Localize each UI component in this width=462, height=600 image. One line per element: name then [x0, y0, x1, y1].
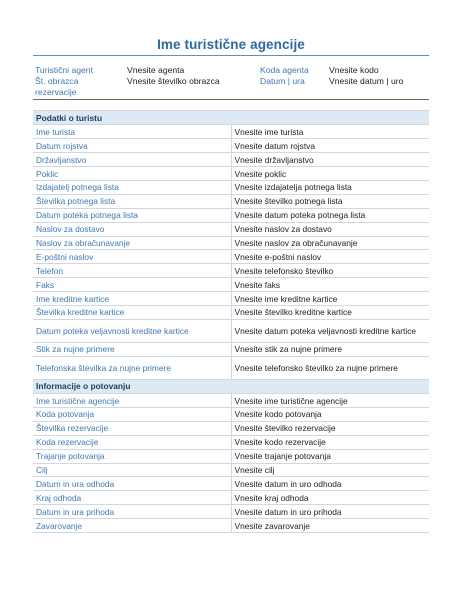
form-row: [33, 125, 429, 139]
form-row: [33, 421, 429, 435]
section-title: Informacije o potovanju: [33, 379, 429, 393]
field-label: Državljanstvo: [33, 153, 231, 167]
form-row: [33, 264, 429, 278]
field-value[interactable]: Vnesite številko potnega lista: [231, 194, 429, 208]
section-title: Podatki o turistu: [33, 111, 429, 125]
form-row: [33, 292, 429, 306]
page-title: Ime turistične agencije: [157, 37, 305, 52]
form-row: [33, 491, 429, 505]
field-value[interactable]: Vnesite faks: [231, 278, 429, 292]
form-row: [33, 167, 429, 181]
field-label: Telefon: [33, 264, 231, 278]
field-label: Cilj: [33, 463, 231, 477]
form-row: [33, 394, 429, 408]
field-value[interactable]: Vnesite izdajatelja potnega lista: [231, 180, 429, 194]
section-header: [33, 111, 429, 125]
field-label: Trajanje potovanja: [33, 449, 231, 463]
form-row: [33, 319, 429, 342]
form-row: [33, 356, 429, 379]
field-label: Naslov za dostavo: [33, 222, 231, 236]
field-value[interactable]: Vnesite poklic: [231, 167, 429, 181]
field-label: Stik za nujne primere: [33, 342, 231, 356]
form-row: [33, 305, 429, 319]
field-label: Izdajatelj potnega lista: [33, 180, 231, 194]
field-label: Ime turistične agencije: [33, 394, 231, 408]
field-value[interactable]: Vnesite trajanje potovanja: [231, 449, 429, 463]
form-row: [33, 278, 429, 292]
field-value[interactable]: Vnesite ime kreditne kartice: [231, 292, 429, 306]
field-value[interactable]: Vnesite ime turista: [231, 125, 429, 139]
field-value[interactable]: Vnesite cilj: [231, 463, 429, 477]
field-value[interactable]: Vnesite zavarovanje: [231, 519, 429, 533]
field-label: Številka rezervacije: [33, 421, 231, 435]
field-label: Datum in ura prihoda: [33, 505, 231, 519]
field-label: Zavarovanje: [33, 519, 231, 533]
field-label: Koda rezervacije: [33, 435, 231, 449]
field-value[interactable]: Vnesite telefonsko številko za nujne primere: [231, 356, 429, 379]
field-label: Datum in ura odhoda: [33, 477, 231, 491]
field-value[interactable]: Vnesite datum poteka veljavnosti kreditne kartice: [231, 319, 429, 342]
form-row: [33, 153, 429, 167]
field-value[interactable]: Vnesite datum in uro odhoda: [231, 477, 429, 491]
field-value[interactable]: Vnesite naslov za obračunavanje: [231, 236, 429, 250]
field-value[interactable]: Vnesite datum rojstva: [231, 139, 429, 153]
field-label: Datum poteka veljavnosti kreditne kartice: [33, 319, 231, 342]
field-label: Številka kreditne kartice: [33, 305, 231, 319]
field-value[interactable]: Vnesite naslov za dostavo: [231, 222, 429, 236]
agent-code-label: Koda agenta: [260, 65, 309, 75]
form-row: [33, 236, 429, 250]
form-number-value[interactable]: Vnesite številko obrazca: [127, 76, 220, 86]
field-value[interactable]: Vnesite kraj odhoda: [231, 491, 429, 505]
header-divider: [33, 99, 429, 100]
field-value[interactable]: Vnesite kodo rezervacije: [231, 435, 429, 449]
field-value[interactable]: Vnesite številko rezervacije: [231, 421, 429, 435]
field-value[interactable]: Vnesite ime turistične agencije: [231, 394, 429, 408]
field-label: Faks: [33, 278, 231, 292]
form-row: [33, 463, 429, 477]
field-value[interactable]: Vnesite datum in uro prihoda: [231, 505, 429, 519]
field-label: Poklic: [33, 167, 231, 181]
datetime-value[interactable]: Vnesite datum | uro: [329, 76, 404, 86]
field-label: Telefonska številka za nujne primere: [33, 356, 231, 379]
field-label: Datum poteka potnega lista: [33, 208, 231, 222]
field-value[interactable]: Vnesite stik za nujne primere: [231, 342, 429, 356]
field-value[interactable]: Vnesite državljanstvo: [231, 153, 429, 167]
form-row: [33, 477, 429, 491]
agent-value[interactable]: Vnesite agenta: [127, 65, 185, 75]
form-row: [33, 342, 429, 356]
title-divider: [33, 55, 429, 56]
field-value[interactable]: Vnesite številko kreditne kartice: [231, 305, 429, 319]
field-label: Številka potnega lista: [33, 194, 231, 208]
form-row: [33, 180, 429, 194]
form-row: [33, 222, 429, 236]
section-header: [33, 379, 429, 393]
booking-form-table: [33, 110, 429, 533]
form-row: [33, 250, 429, 264]
form-row: [33, 435, 429, 449]
field-value[interactable]: Vnesite e-poštni naslov: [231, 250, 429, 264]
agent-label: Turistični agent: [35, 65, 93, 75]
datetime-label: Datum | ura: [260, 76, 305, 86]
field-label: Kraj odhoda: [33, 491, 231, 505]
form-row: [33, 505, 429, 519]
field-label: Ime turista: [33, 125, 231, 139]
field-value[interactable]: Vnesite kodo potovanja: [231, 408, 429, 422]
form-row: [33, 408, 429, 422]
field-label: Ime kreditne kartice: [33, 292, 231, 306]
form-row: [33, 208, 429, 222]
form-row: [33, 449, 429, 463]
field-label: Datum rojstva: [33, 139, 231, 153]
field-label: E-poštni naslov: [33, 250, 231, 264]
field-value[interactable]: Vnesite telefonsko številko: [231, 264, 429, 278]
field-label: Koda potovanja: [33, 408, 231, 422]
field-label: Naslov za obračunavanje: [33, 236, 231, 250]
field-value[interactable]: Vnesite datum poteka potnega lista: [231, 208, 429, 222]
agent-code-value[interactable]: Vnesite kodo: [329, 65, 379, 75]
form-row: [33, 139, 429, 153]
form-row: [33, 519, 429, 533]
form-number-label: Št. obrazca rezervacije: [35, 76, 79, 97]
form-row: [33, 194, 429, 208]
